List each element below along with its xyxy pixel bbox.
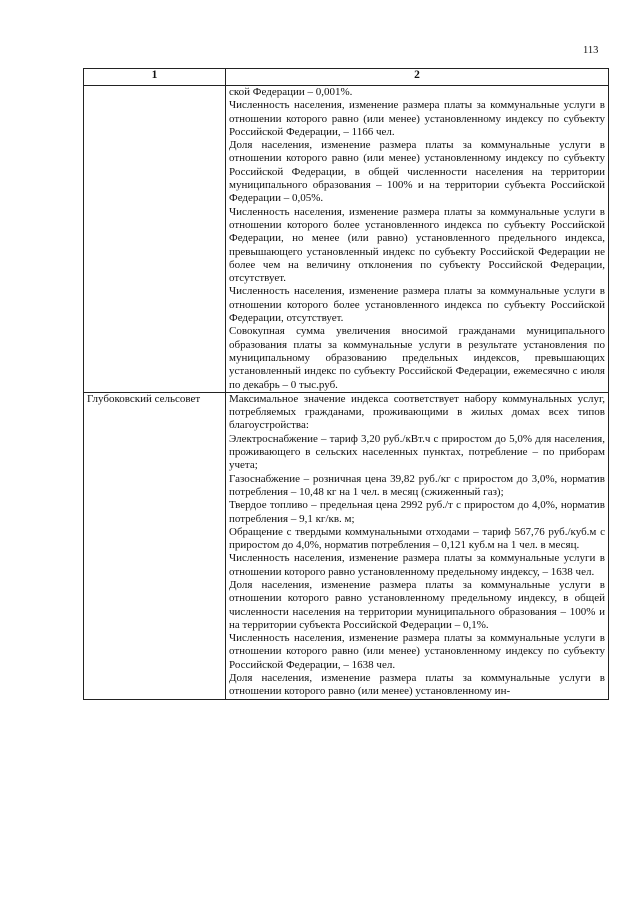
- paragraph: Численность населения, изменение размера платы за коммунальные услуги в отношении которого равно (или менее) установленному индексу по субъекту Российской Федерации, – 1638 чел.: [229, 632, 605, 671]
- paragraph: Обращение с твердыми коммунальными отходами – тариф 567,76 руб./куб.м с приростом до 4,0%, норматив потребления – 0,121 куб.м на 1 чел. в месяц.: [229, 525, 605, 552]
- column-header-1: 1: [84, 69, 226, 86]
- paragraph: Численность населения, изменение размера платы за коммунальные услуги в отношении которого более установленного индекса по субъекту Российской Федерации, но менее (или равно) установленного предельного индекса, превышающего установленный индекс по субъекту Российской Федерации не более чем на величину отклонения по субъекту Российской Федерации, отсутствует.: [229, 205, 605, 285]
- paragraph: Максимальное значение индекса соответствует набору коммунальных услуг, потребляемых гражданами, проживающими в жилых домах всех типов благоустройства:: [229, 392, 605, 432]
- paragraph: Доля населения, изменение размера платы за коммунальные услуги в отношении которого равно установленному предельному индексу, в общей численности населения на территории муниципального образования – 100% и на территории субъекта Российской Федерации – 0,1%.: [229, 578, 605, 631]
- table-row: [84, 86, 609, 393]
- document-table: [83, 68, 609, 700]
- table-row: [84, 392, 609, 699]
- description-cell: [226, 86, 609, 393]
- paragraph: Численность населения, изменение размера платы за коммунальные услуги в отношении которого равно установленному предельному индексу, – 1638 чел.: [229, 552, 605, 578]
- paragraph: Совокупная сумма увеличения вносимой гражданами муниципального образования платы за коммунальные услуги в результате установления по муниципальному образованию предельных индексов, превышающих установленный индекс по субъекту Российской Федерации, ежемесячно с июля по декабрь – 0 тыс.руб.: [229, 325, 605, 391]
- paragraph: Доля населения, изменение размера платы за коммунальные услуги в отношении которого равно (или менее) установленному ин-: [229, 672, 605, 698]
- paragraph: Численность населения, изменение размера платы за коммунальные услуги в отношении которого равно (или менее) установленному индексу по субъекту Российской Федерации, – 1166 чел.: [229, 99, 605, 138]
- paragraph: Твердое топливо – предельная цена 2992 руб./т с приростом до 4,0%, норматив потребления – 9,1 кг/кв. м;: [229, 499, 605, 525]
- page-number: 113: [583, 45, 599, 56]
- paragraph: Электроснабжение – тариф 3,20 руб./кВт.ч с приростом до 5,0% для населения, проживающего в сельских населенных пунктах, потребление – по приборам учета;: [229, 432, 605, 472]
- table-header-row: [84, 69, 609, 86]
- municipality-name-cell: [84, 86, 226, 393]
- description-cell: [226, 392, 609, 699]
- paragraph: Газоснабжение – розничная цена 39,82 руб./кг с приростом до 3,0%, норматив потребления – 10,48 кг на 1 чел. в месяц (сжиженный газ);: [229, 472, 605, 498]
- paragraph: Доля населения, изменение размера платы за коммунальные услуги в отношении которого равно (или менее) установленному индексу по субъекту Российской Федерации, в общей численности населения на территории муниципального образования – 100% и на территории субъекта Российской Федерации – 0,05%.: [229, 139, 605, 205]
- paragraph: ской Федерации – 0,001%.: [229, 86, 353, 98]
- paragraph: Численность населения, изменение размера платы за коммунальные услуги в отношении которого более установленного индекса по субъекту Российской Федерации, отсутствует.: [229, 285, 605, 325]
- municipality-name-cell: Глубоковский сельсовет: [84, 392, 226, 699]
- column-header-2: 2: [226, 69, 609, 86]
